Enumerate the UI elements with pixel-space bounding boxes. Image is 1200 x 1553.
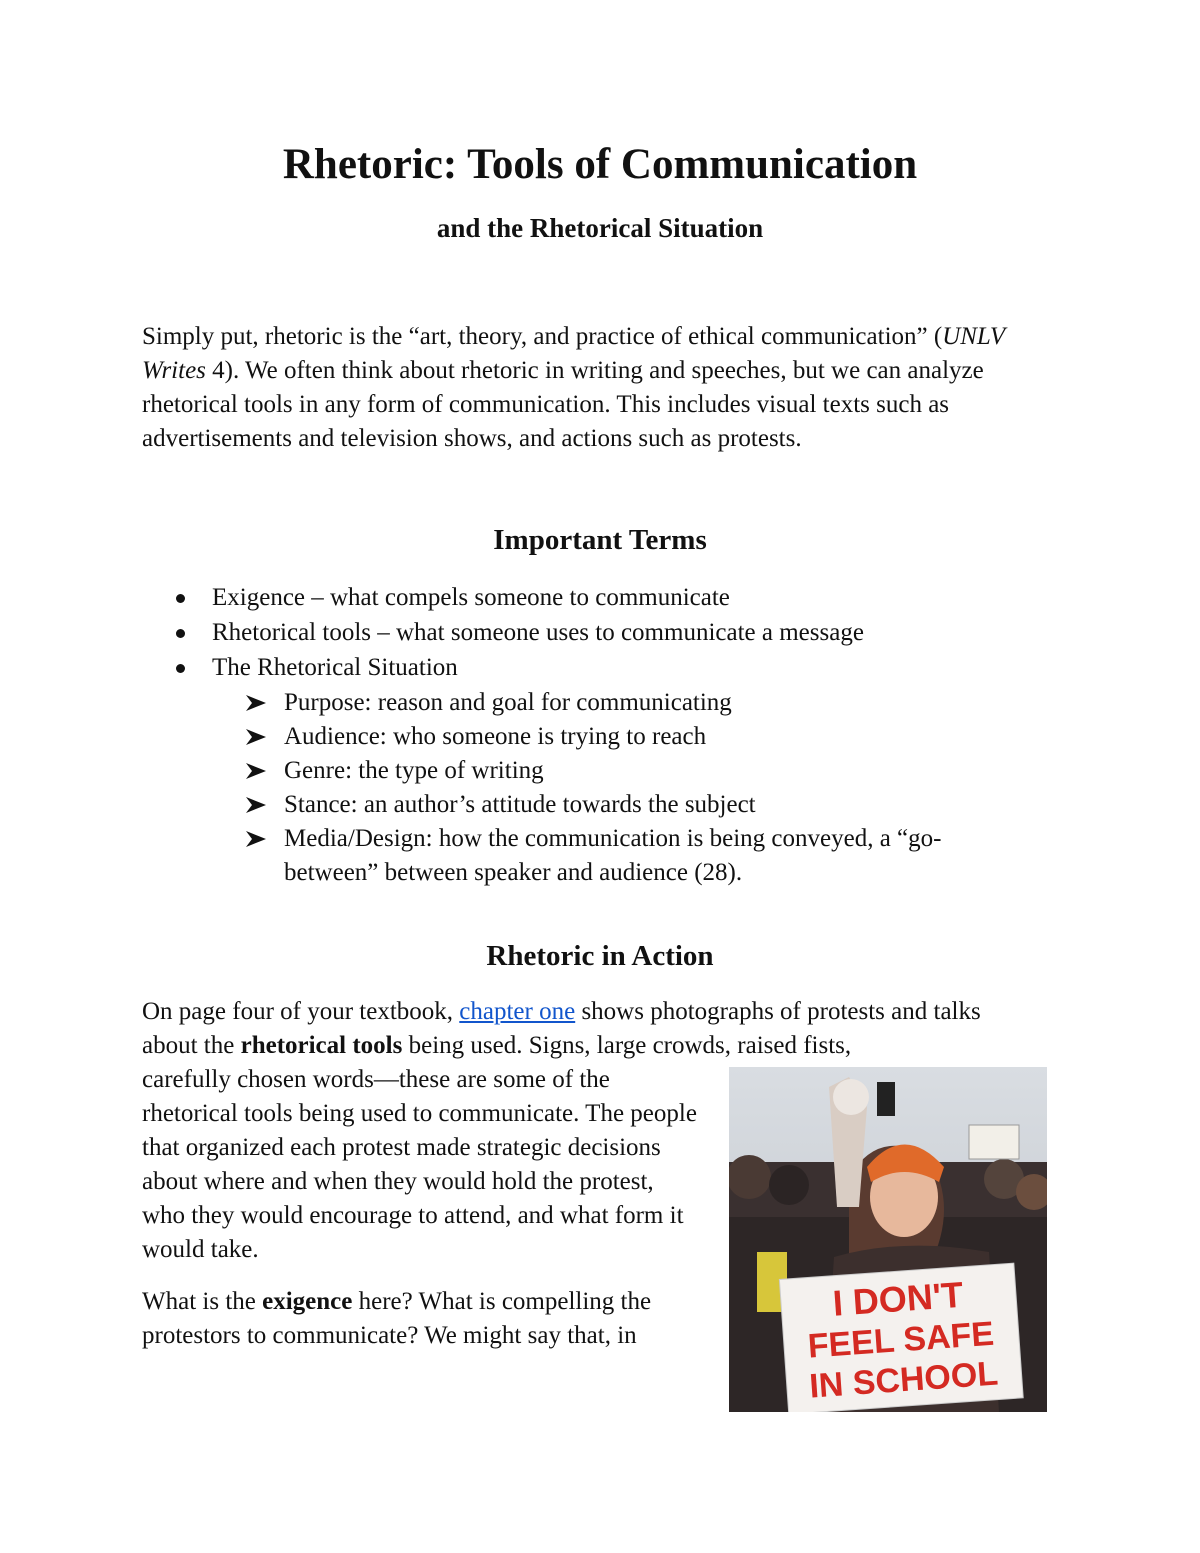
sign-text-line-2: FEEL SAFE	[806, 1314, 996, 1366]
subitem-purpose: Purpose: reason and goal for communicating	[284, 689, 732, 716]
list-item	[172, 650, 864, 685]
subitem-audience: Audience: who someone is trying to reach	[284, 723, 707, 750]
rhetorical-tools-bold: rhetorical tools	[240, 1032, 403, 1059]
page-subtitle: and the Rhetorical Situation	[436, 213, 764, 243]
action-text-3a: What is the	[142, 1288, 263, 1315]
subitem-genre: Genre: the type of writing	[284, 757, 544, 784]
page-title: Rhetoric: Tools of Communication	[282, 141, 918, 188]
bullet-icon	[176, 664, 185, 673]
arrow-bullet-icon	[244, 829, 268, 849]
term-exigence: Exigence – what compels someone to communicate	[212, 584, 730, 611]
sign-text-line-1: I DON'T	[831, 1273, 965, 1324]
intro-paragraph	[142, 320, 1052, 456]
terms-heading: Important Terms	[493, 524, 707, 556]
exigence-bold: exigence	[262, 1288, 353, 1315]
action-text-3b: here? What is compelling the protestors to communicate? We might say that, in	[142, 1288, 652, 1349]
bullet-icon	[176, 629, 185, 638]
list-item	[244, 720, 1024, 754]
citation-title: UNLV Writes	[142, 323, 1005, 384]
action-text-1b: shows photographs of protests and talks about the	[142, 998, 981, 1059]
term-rhetorical-situation: The Rhetorical Situation	[212, 654, 458, 681]
list-item	[244, 822, 1024, 890]
subitem-media-design: Media/Design: how the communication is being conveyed, a “go-between” between speaker and audience (28).	[284, 825, 942, 886]
arrow-bullet-icon	[244, 795, 268, 815]
list-item	[172, 615, 864, 650]
arrow-bullet-icon	[244, 761, 268, 781]
situation-sublist	[244, 686, 1024, 890]
action-paragraph-3	[142, 1285, 717, 1353]
bullet-icon	[176, 594, 185, 603]
term-rhetorical-tools: Rhetorical tools – what someone uses to communicate a message	[212, 619, 864, 646]
chapter-one-link[interactable]: chapter one	[459, 998, 576, 1025]
intro-text-2: 4). We often think about rhetoric in writing and speeches, but we can analyze rhetorical tools in any form of communication. This includes visual texts such as advertisements and television shows, and actions such as protests.	[142, 357, 984, 452]
list-item	[244, 754, 1024, 788]
terms-list	[172, 580, 864, 685]
action-text-1c: being used. Signs, large crowds, raised fists,	[402, 1032, 852, 1059]
arrow-bullet-icon	[244, 693, 268, 713]
list-item	[244, 686, 1024, 720]
list-item	[244, 788, 1024, 822]
list-item	[172, 580, 864, 615]
subitem-stance: Stance: an author’s attitude towards the subject	[284, 791, 756, 818]
action-heading: Rhetoric in Action	[486, 940, 714, 972]
action-text-1a: On page four of your textbook,	[142, 998, 460, 1025]
action-paragraph-1	[142, 995, 1022, 1063]
intro-text-1: Simply put, rhetoric is the “art, theory, and practice of ethical communication” (	[142, 323, 943, 350]
action-paragraph-2: carefully chosen words—these are some of the rhetorical tools being used to communicate. The people that organized each protest made strategic decisions about where and when they would hold the protest, who they would encourage to attend, and what form it would take.	[142, 1066, 697, 1263]
arrow-bullet-icon	[244, 727, 268, 747]
sign-text-line-3: IN SCHOOL	[808, 1354, 1000, 1406]
protest-photo	[729, 1067, 1047, 1412]
